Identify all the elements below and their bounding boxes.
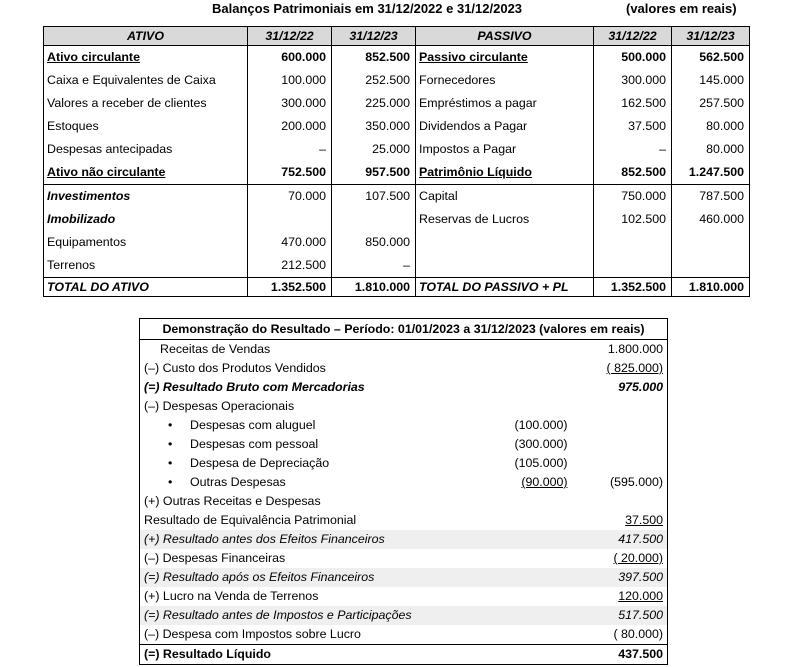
dre-row (140, 511, 668, 530)
ativo-2022 (248, 208, 332, 231)
ativo-2022: 470.000 (248, 231, 332, 254)
dre-label: • Outras Despesas (140, 473, 496, 492)
balance-row (44, 69, 750, 92)
income-statement-table (139, 318, 668, 665)
ativo-label: Despesas antecipadas (44, 138, 248, 161)
dre-value-partial (496, 397, 572, 416)
dre-value-total: 975.000 (618, 380, 664, 394)
ativo-2023: 225.000 (332, 92, 416, 115)
dre-row (140, 397, 668, 416)
dre-value-partial (496, 378, 572, 397)
ativo-2022: 752.500 (248, 161, 332, 185)
passivo-label: Empréstimos a pagar (416, 92, 594, 115)
balance-row (44, 138, 750, 161)
passivo-2022: 162.500 (594, 92, 672, 115)
page-title: Balanços Patrimoniais em 31/12/2022 e 31/12/2023 (212, 1, 523, 16)
ativo-2023 (332, 208, 416, 231)
dre-label: Resultado de Equivalência Patrimonial (144, 513, 357, 527)
dre-label: • Despesas com pessoal (140, 435, 496, 454)
dre-value-total: ( 80.000) (613, 627, 664, 641)
passivo-label: Impostos a Pagar (416, 138, 594, 161)
dre-value-total: (595.000) (609, 475, 664, 489)
dre-value-total: 437.500 (572, 645, 668, 665)
dre-value-total (572, 454, 668, 473)
dre-label: (–) Despesas Operacionais (144, 399, 295, 413)
dre-title: Demonstração do Resultado – Período: 01/01/2023 a 31/12/2023 (valores em reais) (140, 319, 668, 340)
total-ativo-label: TOTAL DO ATIVO (44, 278, 248, 297)
dre-value-total: 517.500 (572, 606, 668, 625)
ativo-2022: – (248, 138, 332, 161)
dre-row (140, 378, 668, 397)
passivo-label (416, 254, 594, 278)
balance-row (44, 92, 750, 115)
ativo-2022: 200.000 (248, 115, 332, 138)
dre-row (140, 587, 668, 606)
passivo-2023: 562.500 (672, 46, 750, 70)
dre-value-partial: (90.000) (521, 475, 568, 489)
ativo-2022: 212.500 (248, 254, 332, 278)
passivo-label: Reservas de Lucros (416, 208, 594, 231)
dre-value-partial (496, 492, 572, 511)
dre-label: (+) Resultado antes dos Efeitos Financeiros (140, 530, 496, 549)
dre-header-row (140, 319, 668, 340)
dre-value-total: 397.500 (572, 568, 668, 587)
dre-value-total: 120.000 (618, 589, 664, 603)
balance-row (44, 208, 750, 231)
passivo-2023: 257.500 (672, 92, 750, 115)
passivo-2022: – (594, 138, 672, 161)
dre-label: (=) Resultado antes de Impostos e Participações (140, 606, 496, 625)
passivo-2023: 460.000 (672, 208, 750, 231)
dre-row (140, 606, 668, 625)
dre-value-partial (496, 625, 572, 645)
balance-row (44, 115, 750, 138)
ativo-2023: – (332, 254, 416, 278)
dre-row (140, 549, 668, 568)
dre-label: • Despesas com aluguel (140, 416, 496, 435)
passivo-2022: 500.000 (594, 46, 672, 70)
ativo-2022: 300.000 (248, 92, 332, 115)
dre-row (140, 416, 668, 435)
ativo-label: Ativo circulante (44, 46, 248, 70)
total-passivo-2023: 1.810.000 (672, 278, 750, 297)
balance-row (44, 231, 750, 254)
header-passivo: PASSIVO (416, 27, 594, 46)
passivo-2022: 102.500 (594, 208, 672, 231)
dre-row (140, 359, 668, 378)
dre-value-partial: (105.000) (514, 456, 568, 470)
ativo-2022: 600.000 (248, 46, 332, 70)
dre-row (140, 492, 668, 511)
passivo-2022: 37.500 (594, 115, 672, 138)
header-passivo-2022: 31/12/22 (594, 27, 672, 46)
passivo-label: Fornecedores (416, 69, 594, 92)
dre-value-total: 417.500 (572, 530, 668, 549)
header-ativo: ATIVO (44, 27, 248, 46)
dre-row (140, 454, 668, 473)
dre-value-partial: (300.000) (514, 437, 568, 451)
ativo-2023: 252.500 (332, 69, 416, 92)
ativo-2023: 852.500 (332, 46, 416, 70)
passivo-label: Patrimônio Líquido (416, 161, 594, 185)
ativo-2023: 107.500 (332, 185, 416, 209)
ativo-label: Investimentos (44, 185, 248, 209)
dre-label: (+) Outras Receitas e Despesas (144, 494, 321, 508)
units-note: (valores em reais) (626, 1, 737, 16)
dre-value-partial (496, 568, 572, 587)
dre-row (140, 473, 668, 492)
dre-value-partial (496, 606, 572, 625)
balance-total-row (44, 278, 750, 297)
ativo-2022: 100.000 (248, 69, 332, 92)
ativo-label: Ativo não circulante (44, 161, 248, 185)
balance-row (44, 161, 750, 185)
ativo-label: Equipamentos (44, 231, 248, 254)
dre-value-total: 1.800.000 (607, 342, 664, 356)
dre-value-partial (496, 645, 572, 665)
dre-value-partial (496, 359, 572, 378)
total-passivo-label: TOTAL DO PASSIVO + PL (416, 278, 594, 297)
header-ativo-2022: 31/12/22 (248, 27, 332, 46)
header-passivo-2023: 31/12/23 (672, 27, 750, 46)
passivo-2023 (672, 254, 750, 278)
dre-value-partial (496, 530, 572, 549)
passivo-2022: 300.000 (594, 69, 672, 92)
ativo-2023: 350.000 (332, 115, 416, 138)
passivo-2022: 852.500 (594, 161, 672, 185)
header-ativo-2023: 31/12/23 (332, 27, 416, 46)
balance-row (44, 46, 750, 70)
ativo-label: Caixa e Equivalentes de Caixa (44, 69, 248, 92)
passivo-label: Dividendos a Pagar (416, 115, 594, 138)
passivo-2022 (594, 254, 672, 278)
dre-value-partial (496, 587, 572, 606)
dre-row (140, 530, 668, 549)
dre-label: (–) Custo dos Produtos Vendidos (144, 361, 326, 375)
dre-value-total: 37.500 (625, 513, 664, 527)
dre-label: Receitas de Vendas (160, 342, 271, 356)
dre-label: (+) Lucro na Venda de Terrenos (144, 589, 319, 603)
ativo-label: Terrenos (44, 254, 248, 278)
dre-label: (–) Despesa com Impostos sobre Lucro (144, 627, 361, 641)
dre-value-total (572, 435, 668, 454)
ativo-2023: 25.000 (332, 138, 416, 161)
passivo-2022 (594, 231, 672, 254)
balance-sheet-table (43, 26, 750, 297)
passivo-label: Capital (416, 185, 594, 209)
ativo-2023: 850.000 (332, 231, 416, 254)
passivo-2023: 80.000 (672, 138, 750, 161)
dre-label: • Despesa de Depreciação (140, 454, 496, 473)
balance-header-row (44, 27, 750, 46)
dre-value-total (572, 397, 668, 416)
balance-row (44, 185, 750, 209)
dre-value-partial (496, 340, 572, 360)
ativo-label: Estoques (44, 115, 248, 138)
passivo-2023: 1.247.500 (672, 161, 750, 185)
balance-row (44, 254, 750, 278)
dre-value-partial (496, 549, 572, 568)
dre-value-total (572, 492, 668, 511)
passivo-2023: 145.000 (672, 69, 750, 92)
dre-value-total: ( 20.000) (613, 551, 664, 565)
ativo-label: Imobilizado (44, 208, 248, 231)
dre-label: (=) Resultado Bruto com Mercadorias (144, 380, 365, 394)
passivo-2023: 787.500 (672, 185, 750, 209)
dre-row (140, 340, 668, 360)
dre-value-total: ( 825.000) (606, 361, 664, 375)
dre-final-row (140, 645, 668, 665)
passivo-2023 (672, 231, 750, 254)
total-ativo-2022: 1.352.500 (248, 278, 332, 297)
dre-value-partial (496, 511, 572, 530)
passivo-label (416, 231, 594, 254)
dre-value-total (572, 416, 668, 435)
dre-row (140, 568, 668, 587)
passivo-2022: 750.000 (594, 185, 672, 209)
dre-row (140, 625, 668, 645)
passivo-2023: 80.000 (672, 115, 750, 138)
dre-label: (=) Resultado após os Efeitos Financeiros (140, 568, 496, 587)
total-passivo-2022: 1.352.500 (594, 278, 672, 297)
dre-label: (–) Despesas Financeiras (144, 551, 286, 565)
ativo-2023: 957.500 (332, 161, 416, 185)
ativo-2022: 70.000 (248, 185, 332, 209)
total-ativo-2023: 1.810.000 (332, 278, 416, 297)
dre-value-partial: (100.000) (514, 418, 568, 432)
ativo-label: Valores a receber de clientes (44, 92, 248, 115)
passivo-label: Passivo circulante (416, 46, 594, 70)
dre-row (140, 435, 668, 454)
dre-label: (=) Resultado Líquido (140, 645, 496, 665)
